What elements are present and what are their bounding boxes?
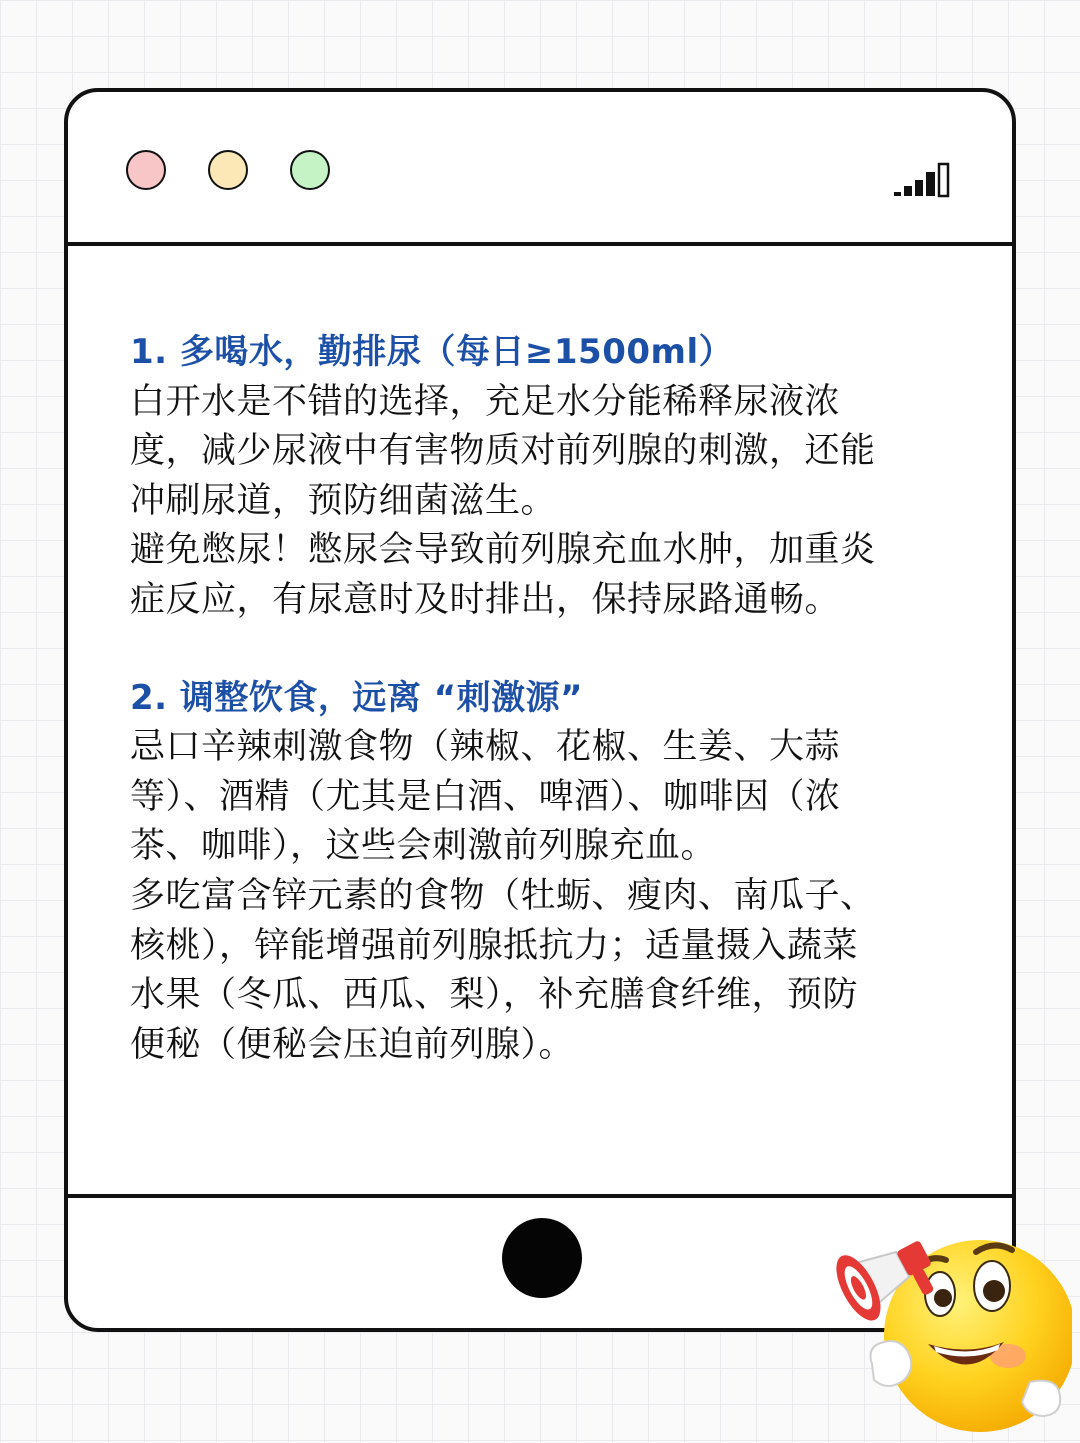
maximize-dot-icon[interactable] <box>290 150 330 190</box>
paragraph: 避免憋尿！憋尿会导致前列腺充血水肿，加重炎 症反应，有尿意时及时排出，保持尿路通畅。 <box>130 530 876 620</box>
phone-frame <box>64 88 1016 1332</box>
close-dot-icon[interactable] <box>126 150 166 190</box>
section-diet <box>130 674 950 1071</box>
window-title-bar <box>68 92 1012 246</box>
paragraph: 白开水是不错的选择，充足水分能稀释尿液浓 度，减少尿液中有害物质对前列腺的刺激，还能 冲刷尿道，预防细菌滋生。 <box>130 381 876 521</box>
section-drink-water <box>130 328 950 626</box>
paragraph: 忌口辛辣刺激食物（辣椒、花椒、生姜、大蒜 等）、酒精（尤其是白酒、啤酒）、咖啡因（浓 茶、咖啡），这些会刺激前列腺充血。 <box>130 727 841 867</box>
signal-strength-icon <box>894 162 964 198</box>
home-button-icon[interactable] <box>502 1218 582 1298</box>
article-content <box>130 328 950 1070</box>
section-heading: 1. 多喝水，勤排尿（每日≥1500ml） <box>130 332 734 372</box>
minimize-dot-icon[interactable] <box>208 150 248 190</box>
section-heading: 2. 调整饮食，远离 “刺激源” <box>130 677 583 718</box>
paragraph: 多吃富含锌元素的食物（牡蛎、瘦肉、南瓜子、 核桃），锌能增强前列腺抵抗力；适量摄入蔬菜 水果（冬瓜、西瓜、梨），补充膳食纤维，预防 便秘（便秘会压迫前列腺）。 <box>130 875 876 1065</box>
emoji-megaphone-icon <box>808 1196 1072 1442</box>
